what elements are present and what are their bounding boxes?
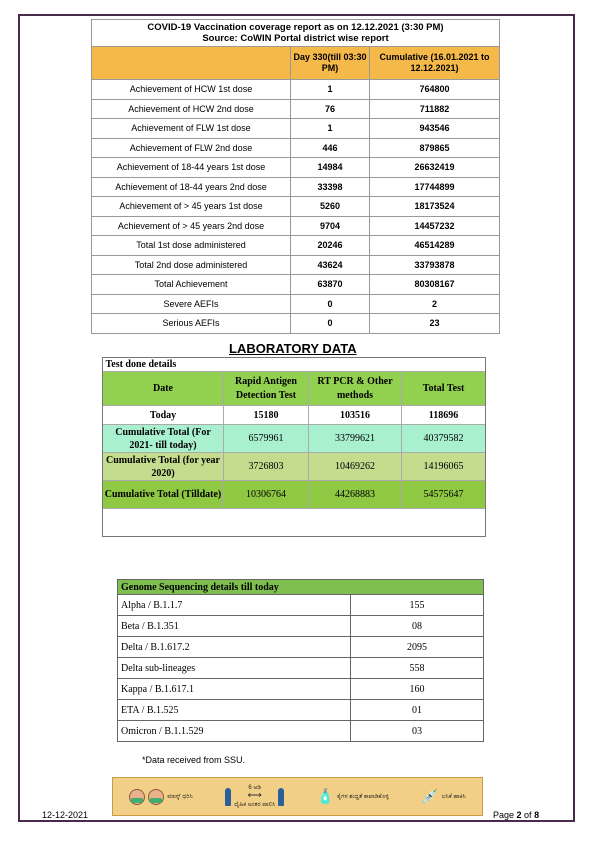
banner-vaccine-segment	[421, 788, 465, 805]
genome-count: 558	[351, 658, 484, 679]
header-day: Day 330(till 03:30 PM)	[291, 47, 370, 80]
footer-page-of: of	[521, 810, 535, 820]
lab-table	[102, 357, 486, 533]
vaccination-row-label: Total 1st dose administered	[92, 236, 291, 256]
vaccination-row	[92, 236, 500, 256]
vaccination-row-label: Achievement of FLW 2nd dose	[92, 138, 291, 158]
vaccination-row-day: 43624	[291, 255, 370, 275]
lab-row-total: 54575647	[402, 481, 486, 509]
lab-title: LABORATORY DATA	[229, 341, 357, 356]
lab-row-label: Cumulative Total (For 2021- till today)	[103, 425, 224, 453]
vaccination-row	[92, 275, 500, 295]
genome-row	[118, 595, 484, 616]
vaccination-row	[92, 197, 500, 217]
banner-distance-text	[234, 784, 275, 809]
vaccination-row-label: Severe AEFIs	[92, 294, 291, 314]
genome-row	[118, 658, 484, 679]
vaccination-row-label: Achievement of 18-44 years 2nd dose	[92, 177, 291, 197]
vaccination-row	[92, 177, 500, 197]
person-icon	[278, 788, 284, 806]
vaccination-title-line1: COVID-19 Vaccination coverage report as on 12.12.2021 (3:30 PM)	[147, 22, 444, 33]
vaccination-row-label: Total Achievement	[92, 275, 291, 295]
vaccination-row-cumulative: 711882	[370, 99, 500, 119]
vaccination-row-day: 63870	[291, 275, 370, 295]
genome-variant: Alpha / B.1.1.7	[118, 595, 351, 616]
genome-row	[118, 721, 484, 742]
vaccine-icon: 💉	[421, 788, 439, 804]
vaccination-row-cumulative: 2	[370, 294, 500, 314]
hand-wash-icon: 🧴	[316, 788, 335, 804]
genome-row	[118, 616, 484, 637]
lab-row-rat: 6579961	[224, 425, 309, 453]
lab-header-total: Total Test	[402, 372, 486, 406]
lab-row-cum-2020	[103, 453, 486, 481]
genome-title: Genome Sequencing details till today	[118, 580, 484, 595]
footer-page-prefix: Page	[493, 810, 517, 820]
awareness-banner	[112, 777, 483, 816]
masked-face-icon	[129, 789, 145, 805]
double-arrow-icon: ⟷	[247, 790, 262, 801]
lab-header-rat: Rapid Antigen Detection Test	[224, 372, 309, 406]
vaccination-row-day: 446	[291, 138, 370, 158]
genome-count: 03	[351, 721, 484, 742]
banner-hands-text: ಕೈಗಳ ಶುದ್ಧತೆ ಕಾಪಾಡಿಕೊಳ್ಳಿ	[337, 793, 389, 800]
lab-caption: Test done details	[103, 357, 486, 372]
genome-count: 160	[351, 679, 484, 700]
genome-variant: ETA / B.1.525	[118, 700, 351, 721]
vaccination-row-cumulative: 26632419	[370, 158, 500, 178]
vaccination-row	[92, 216, 500, 236]
vaccination-row-day: 14984	[291, 158, 370, 178]
lab-row-today	[103, 406, 486, 425]
vaccination-row-cumulative: 18173524	[370, 197, 500, 217]
vaccination-row-cumulative: 80308167	[370, 275, 500, 295]
genome-variant: Kappa / B.1.617.1	[118, 679, 351, 700]
banner-distance-label: ದೈಹಿಕ ಅಂತರ ಪಾಲಿಸಿ	[234, 802, 276, 808]
vaccination-row-day: 0	[291, 314, 370, 334]
lab-row-rtpcr: 10469262	[309, 453, 402, 481]
vaccination-row-label: Serious AEFIs	[92, 314, 291, 334]
vaccination-row-day: 1	[291, 80, 370, 100]
vaccination-row	[92, 294, 500, 314]
genome-variant: Delta sub-lineages	[118, 658, 351, 679]
banner-distance-value: 6 ಅಡಿ	[248, 785, 262, 791]
banner-hands-segment	[317, 788, 389, 805]
vaccination-title-line2: Source: CoWIN Portal district wise report	[202, 33, 389, 44]
vaccination-row-cumulative: 17744899	[370, 177, 500, 197]
footer-page	[493, 810, 539, 820]
genome-row	[118, 637, 484, 658]
footer-page-total: 8	[534, 810, 540, 820]
lab-row-total: 14196065	[402, 453, 486, 481]
lab-blank-row	[103, 509, 486, 534]
genome-count: 155	[351, 595, 484, 616]
genome-count: 2095	[351, 637, 484, 658]
vaccination-row	[92, 138, 500, 158]
lab-row-rtpcr: 33799621	[309, 425, 402, 453]
lab-row-total: 118696	[402, 406, 486, 425]
vaccination-row	[92, 255, 500, 275]
vaccination-row-label: Achievement of 18-44 years 1st dose	[92, 158, 291, 178]
lab-row-cum-2021	[103, 425, 486, 453]
lab-row-cum-tilldate	[103, 481, 486, 509]
vaccination-row-day: 0	[291, 294, 370, 314]
vaccination-row	[92, 80, 500, 100]
vaccination-row-label: Total 2nd dose administered	[92, 255, 291, 275]
vaccination-row-label: Achievement of FLW 1st dose	[92, 119, 291, 139]
vaccination-row	[92, 158, 500, 178]
vaccination-row-label: Achievement of HCW 2nd dose	[92, 99, 291, 119]
banner-vaccine-text: ಲಸಿಕೆ ಹಾಕಿಸಿ	[441, 793, 466, 800]
banner-mask-segment	[129, 789, 192, 805]
person-icon	[225, 788, 231, 806]
header-blank	[92, 47, 291, 80]
lab-row-total: 40379582	[402, 425, 486, 453]
genome-row	[118, 679, 484, 700]
vaccination-row-label: Achievement of > 45 years 2nd dose	[92, 216, 291, 236]
lab-row-label: Cumulative Total (Tilldate)	[103, 481, 224, 509]
vaccination-row-day: 33398	[291, 177, 370, 197]
vaccination-row-day: 76	[291, 99, 370, 119]
genome-count: 01	[351, 700, 484, 721]
vaccination-row-day: 20246	[291, 236, 370, 256]
vaccination-row-day: 1	[291, 119, 370, 139]
lab-row-rat: 10306764	[224, 481, 309, 509]
lab-row-rat: 15180	[224, 406, 309, 425]
vaccination-row-label: Achievement of HCW 1st dose	[92, 80, 291, 100]
vaccination-row-day: 9704	[291, 216, 370, 236]
vaccination-row	[92, 314, 500, 334]
vaccination-row-cumulative: 23	[370, 314, 500, 334]
vaccination-row-cumulative: 764800	[370, 80, 500, 100]
genome-count: 08	[351, 616, 484, 637]
genome-variant: Delta / B.1.617.2	[118, 637, 351, 658]
vaccination-row	[92, 119, 500, 139]
banner-mask-text: ಮಾಸ್ಕ್ ಧರಿಸಿ	[167, 793, 193, 800]
lab-row-label: Cumulative Total (for year 2020)	[103, 453, 224, 481]
vaccination-row-cumulative: 879865	[370, 138, 500, 158]
vaccination-table	[91, 19, 500, 334]
banner-distance-segment	[225, 784, 284, 809]
lab-header-rtpcr: RT PCR & Other methods	[309, 372, 402, 406]
vaccination-row-cumulative: 33793878	[370, 255, 500, 275]
footer-page-num: 2	[516, 810, 522, 820]
vaccination-row-cumulative: 46514289	[370, 236, 500, 256]
lab-row-rat: 3726803	[224, 453, 309, 481]
lab-row-label: Today	[103, 406, 224, 425]
vaccination-row	[92, 99, 500, 119]
genome-row	[118, 700, 484, 721]
data-source-note: *Data received from SSU.	[142, 755, 246, 765]
header-cumulative: Cumulative (16.01.2021 to 12.12.2021)	[370, 47, 500, 80]
genome-variant: Beta / B.1.351	[118, 616, 351, 637]
genome-variant: Omicron / B.1.1.529	[118, 721, 351, 742]
genome-table	[117, 579, 484, 742]
masked-face-icon	[148, 789, 164, 805]
lab-row-rtpcr: 103516	[309, 406, 402, 425]
vaccination-row-label: Achievement of > 45 years 1st dose	[92, 197, 291, 217]
lab-row-rtpcr: 44268883	[309, 481, 402, 509]
vaccination-row-day: 5260	[291, 197, 370, 217]
lab-header-date: Date	[103, 372, 224, 406]
vaccination-title	[92, 20, 500, 47]
vaccination-row-cumulative: 943546	[370, 119, 500, 139]
footer-date: 12-12-2021	[42, 810, 89, 820]
vaccination-row-cumulative: 14457232	[370, 216, 500, 236]
